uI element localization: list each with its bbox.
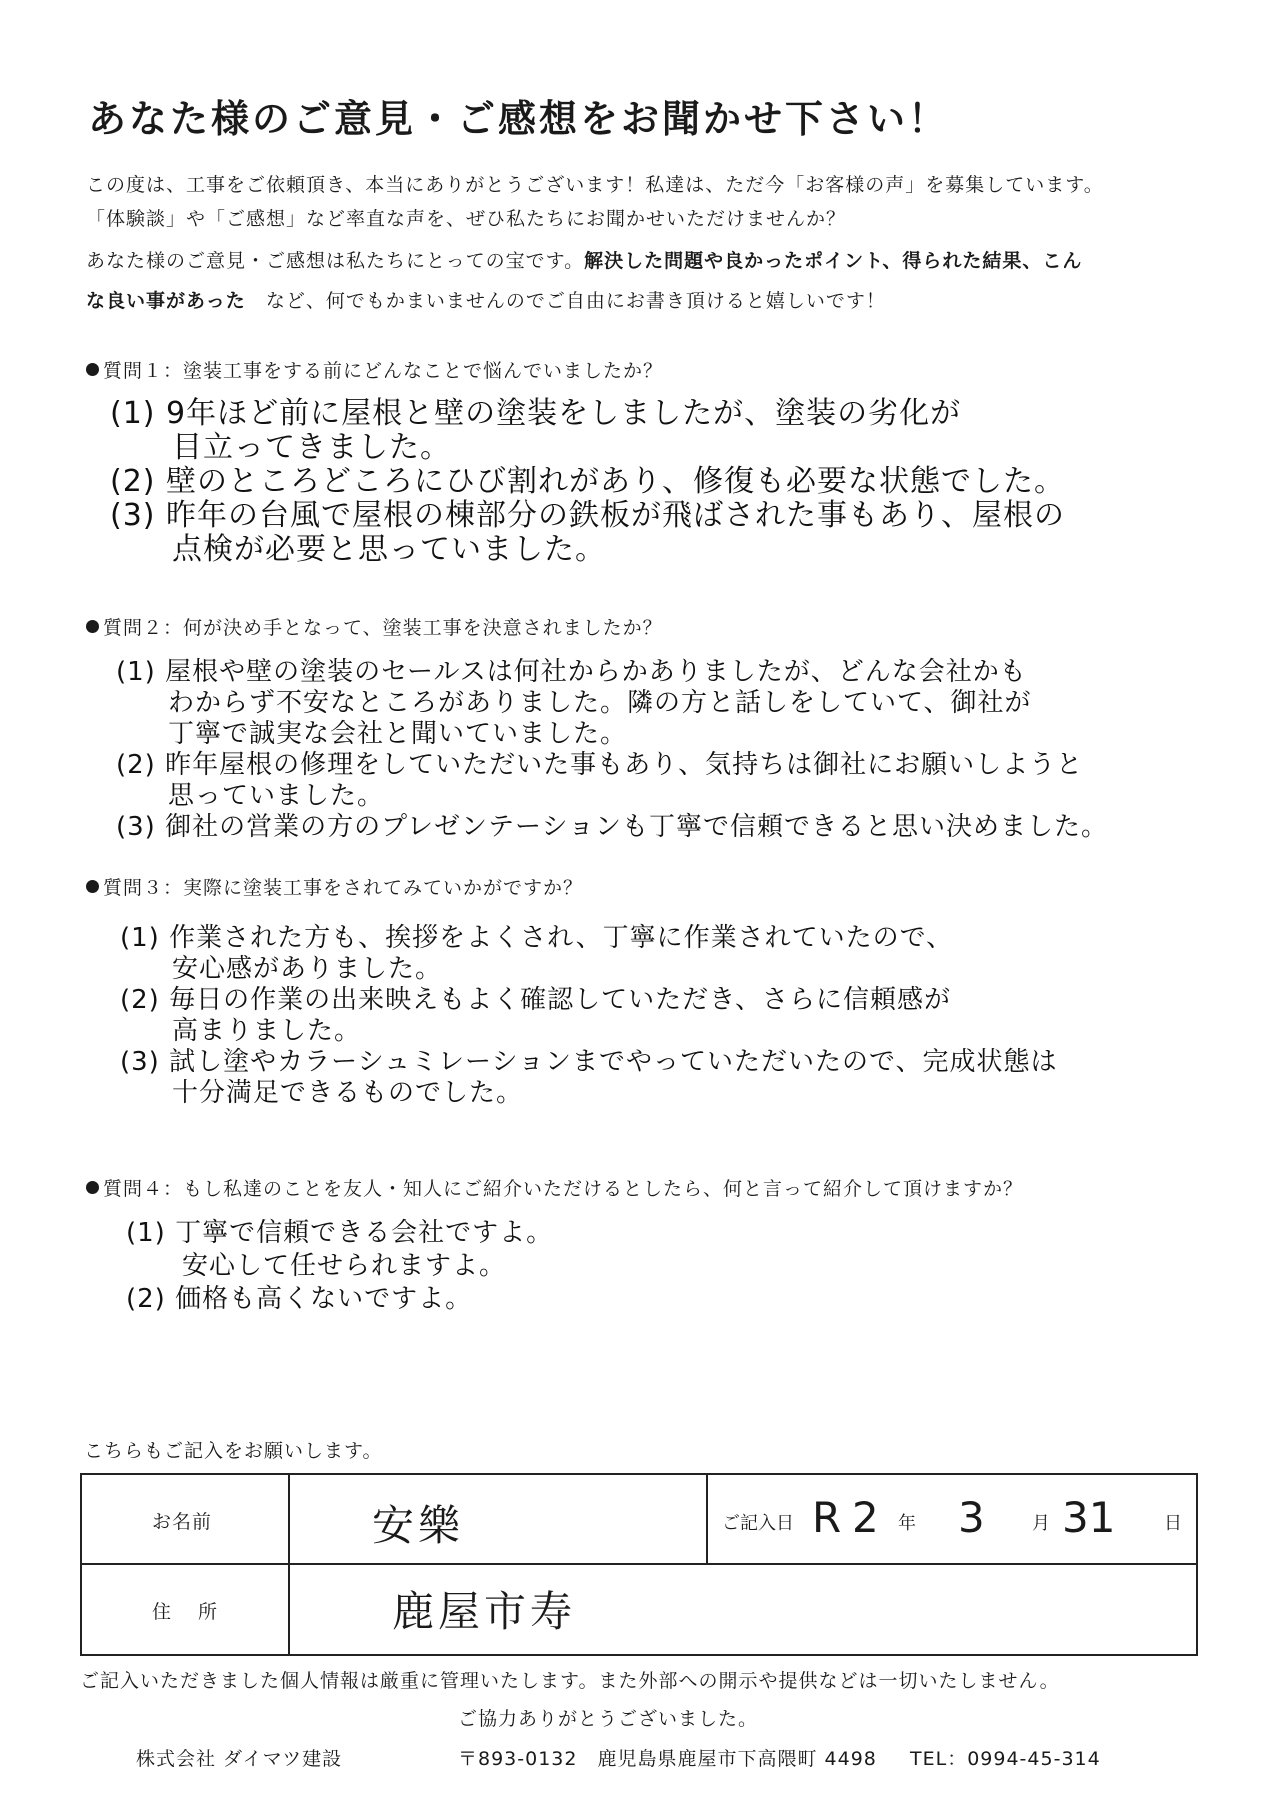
date-era: R	[812, 1493, 842, 1542]
address-value: 鹿屋市寿	[392, 1587, 577, 1636]
bullet-dot-icon	[86, 1181, 99, 1194]
question-1-text: 質問１：塗装工事をする前にどんなことで悩んでいましたか？	[103, 360, 664, 382]
intro-line-4b: など、何でもかまいませんのでご自由にお書き頂けると嬉しいです！	[245, 290, 886, 312]
q1-answer-line: 目立ってきました。	[172, 430, 451, 465]
row-divider	[82, 1563, 1196, 1565]
company-tel: TEL：0994-45-314	[910, 1748, 1101, 1770]
q1-answer-line: (2) 壁のところどころにひび割れがあり、修復も必要な状態でした。	[110, 464, 1066, 499]
q2-answer-line: (1) 屋根や壁の塗装のセールスは何社からかありましたが、どんな会社かも	[116, 657, 1027, 687]
date-month-unit: 月	[1032, 1513, 1050, 1534]
intro-line-3	[86, 246, 1082, 273]
question-2-text: 質問２：何が決め手となって、塗装工事を決意されましたか？	[103, 617, 663, 639]
q4-answer-line: 安心して任せられますよ。	[182, 1251, 507, 1281]
intro-line-3b: 解決した問題や良かったポイント、得られた結果、こん	[584, 250, 1083, 272]
date-day: 31	[1062, 1493, 1116, 1542]
intro-line-2: 「体験談」や「ご感想」など率直な声を、ぜひ私たちにお聞かせいただけませんか？	[86, 208, 847, 230]
date-year: 2	[852, 1493, 879, 1542]
thanks-message: ご協力ありがとうございました。	[458, 1708, 759, 1730]
q2-answer-line: 丁寧で誠実な会社と聞いていました。	[168, 719, 628, 749]
q4-answer-line: (1) 丁寧で信頼できる会社ですよ。	[126, 1218, 554, 1248]
question-1-heading	[86, 356, 663, 383]
q2-answer-line: (3) 御社の営業の方のプレゼンテーションも丁寧で信頼できると思い決めました。	[116, 812, 1109, 842]
info-form-table	[80, 1473, 1198, 1656]
q1-answer-line: 点検が必要と思っていました。	[172, 532, 606, 567]
date-month: 3	[958, 1493, 985, 1542]
q2-answer-line: 思っていました。	[168, 781, 385, 811]
question-2-heading	[86, 613, 663, 640]
q3-answer-line: 安心感がありました。	[172, 954, 443, 984]
privacy-note: ご記入いただきました個人情報は厳重に管理いたします。また外部への開示や提供などは一切いたしません。	[80, 1670, 1060, 1692]
intro-line-4	[86, 286, 886, 313]
q3-answer-line: 高まりました。	[172, 1016, 362, 1046]
date-year-unit: 年	[898, 1513, 916, 1534]
q3-answer-line: (2) 毎日の作業の出来映えもよく確認していただき、さらに信頼感が	[120, 985, 952, 1015]
bullet-dot-icon	[86, 880, 99, 893]
name-value: 安樂	[372, 1501, 465, 1550]
q2-answer-line: わからず不安なところがありました。隣の方と話しをしていて、御社が	[168, 688, 1032, 718]
date-label: ご記入日	[722, 1513, 794, 1534]
company-address: 〒893-0132 鹿児島県鹿屋市下高隈町 4498	[458, 1748, 877, 1770]
page-title: あなた様のご意見・ご感想をお聞かせ下さい！	[88, 97, 950, 141]
q1-answer-line: (3) 昨年の台風で屋根の棟部分の鉄板が飛ばされた事もあり、屋根の	[110, 498, 1066, 533]
q1-answer-line: (1) 9年ほど前に屋根と壁の塗装をしましたが、塗装の劣化が	[110, 396, 962, 431]
question-4-heading	[86, 1174, 1023, 1201]
date-column-divider	[706, 1475, 708, 1563]
question-4-text: 質問４：もし私達のことを友人・知人にご紹介いただけるとしたら、何と言って紹介して頂けますか？	[103, 1178, 1024, 1200]
q4-answer-line: (2) 価格も高くないですよ。	[126, 1284, 473, 1314]
bullet-dot-icon	[86, 363, 99, 376]
bullet-dot-icon	[86, 620, 99, 633]
intro-line-4a: な良い事があった	[86, 290, 246, 312]
q2-answer-line: (2) 昨年屋根の修理をしていただいた事もあり、気持ちは御社にお願いしようと	[116, 750, 1084, 780]
form-instruction: こちらもご記入をお願いします。	[84, 1440, 383, 1462]
question-3-heading	[86, 873, 583, 900]
date-day-unit: 日	[1164, 1513, 1182, 1534]
q3-answer-line: (3) 試し塗やカラーシュミレーションまでやっていただいたので、完成状態は	[120, 1047, 1058, 1077]
label-column-divider	[288, 1475, 290, 1654]
name-label: お名前	[152, 1511, 213, 1533]
question-3-text: 質問３：実際に塗装工事をされてみていかがですか？	[103, 877, 584, 899]
q3-answer-line: 十分満足できるものでした。	[172, 1078, 524, 1108]
address-label: 住 所	[152, 1601, 222, 1623]
company-name: 株式会社 ダイマツ建設	[136, 1748, 343, 1770]
intro-line-1: この度は、工事をご依頼頂き、本当にありがとうございます！私達は、ただ今「お客様の声」を募集しています。	[86, 174, 1104, 196]
q3-answer-line: (1) 作業された方も、挨拶をよくされ、丁寧に作業されていたので、	[120, 923, 954, 953]
intro-line-3a: あなた様のご意見・ご感想は私たちにとっての宝です。	[86, 250, 585, 272]
